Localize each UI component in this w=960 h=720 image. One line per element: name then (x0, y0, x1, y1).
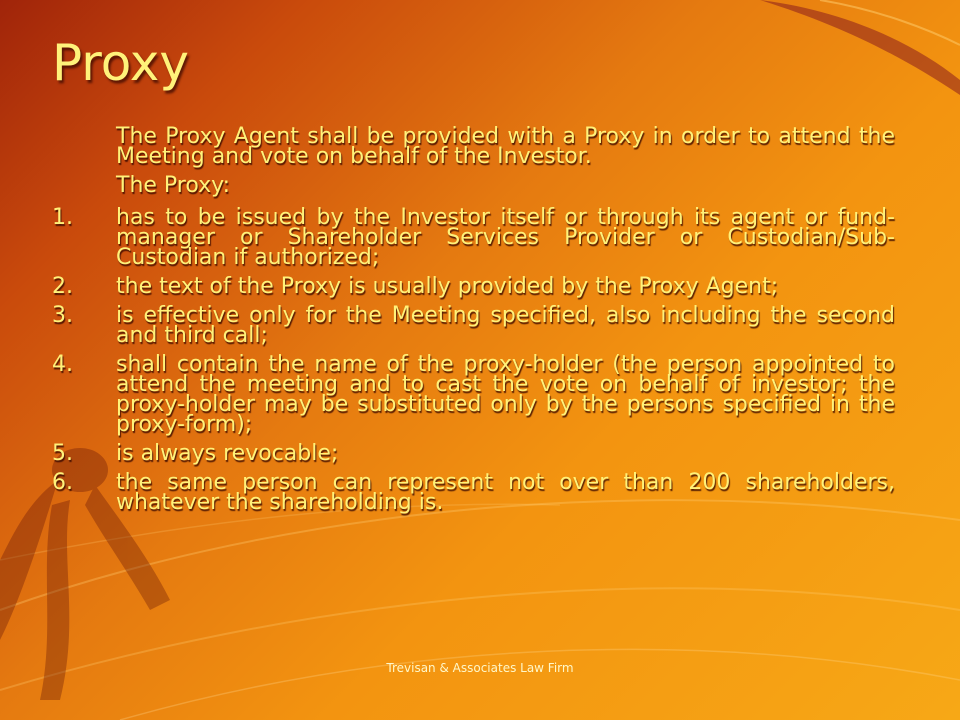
list-item (52, 205, 895, 270)
item-number: 6. (52, 470, 73, 495)
item-text: the text of the Proxy is usually provided by the Proxy Agent; (116, 274, 779, 299)
slide-title: Proxy (52, 34, 189, 92)
item-text: shall contain the name of the proxy-holder (the person appointed to attend the meeting and to cast the vote on behalf of investor; the proxy-holder may be substituted only by the persons specified in the proxy-form); (116, 352, 895, 437)
list-item (52, 441, 895, 466)
item-text: the same person can represent not over than 200 shareholders, whatever the shareholding is. (116, 470, 895, 515)
item-number: 5. (52, 441, 73, 466)
list-item (52, 274, 895, 299)
slide-body (52, 124, 895, 522)
list-item (52, 470, 895, 515)
item-number: 2. (52, 274, 73, 299)
item-text: is effective only for the Meeting specified, also including the second and third call; (116, 303, 895, 348)
swoosh-top-right (760, 0, 960, 95)
item-text: has to be issued by the Investor itself or through its agent or fund-manager or Shareholder Services Provider or Custodian/Sub-Custodian if authorized; (116, 205, 895, 270)
item-number: 3. (52, 303, 73, 328)
item-number: 4. (52, 352, 73, 377)
item-text: is always revocable; (116, 441, 339, 466)
subheading: The Proxy: (116, 173, 230, 198)
intro-paragraph: The Proxy Agent shall be provided with a Proxy in order to attend the Meeting and vote on behalf of the Investor. (116, 124, 895, 169)
list-item (52, 352, 895, 437)
footer-text: Trevisan & Associates Law Firm (386, 661, 574, 675)
list-item (52, 303, 895, 348)
item-number: 1. (52, 205, 73, 230)
